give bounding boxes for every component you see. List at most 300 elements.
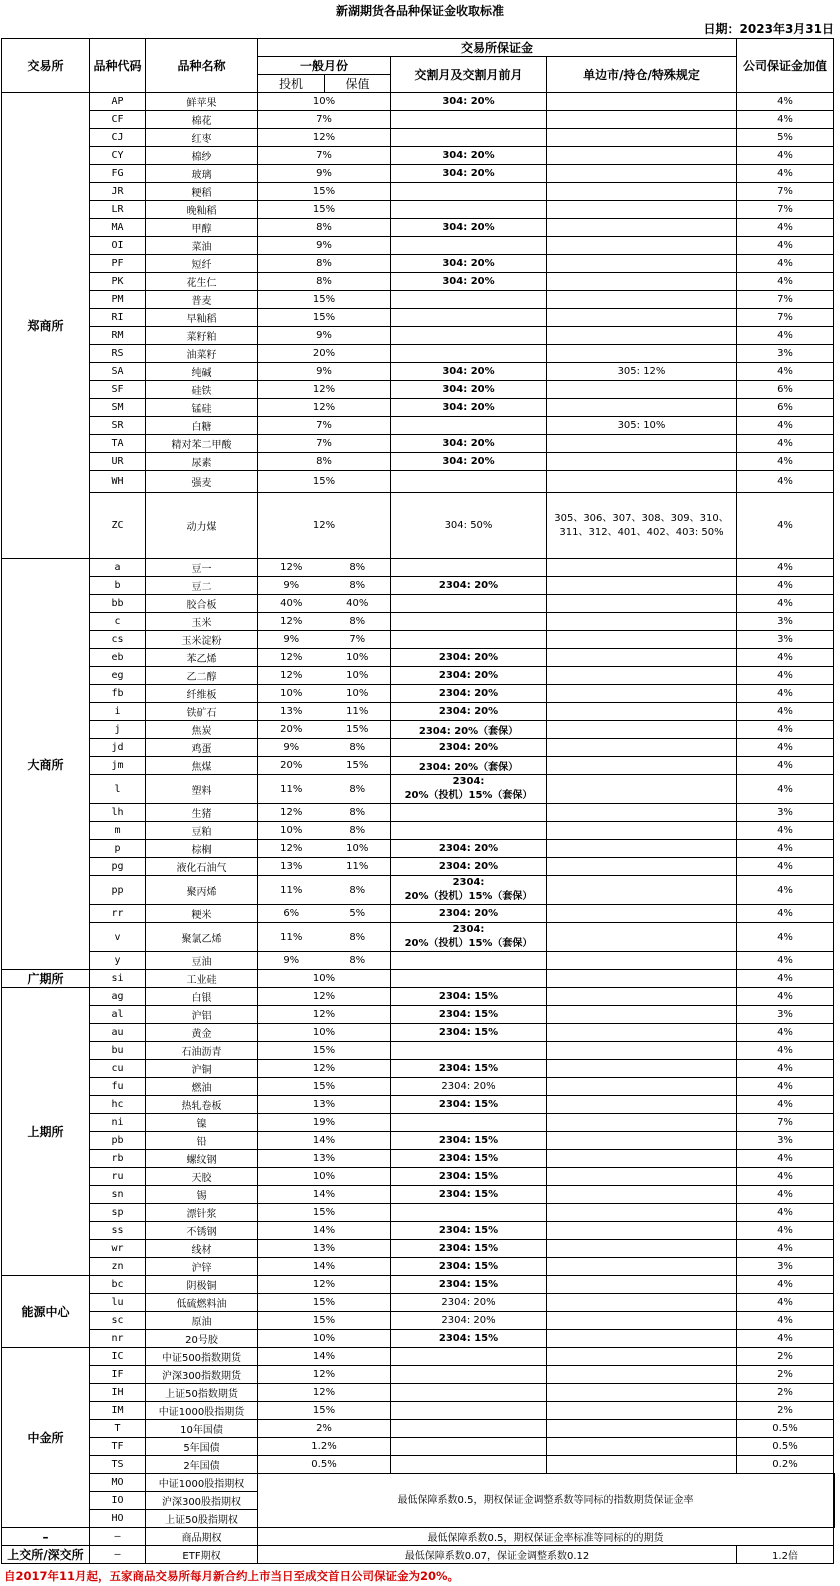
general-margin: 10% (258, 1024, 391, 1042)
exchange-name: 上期所 (2, 988, 90, 1276)
delivery-margin (391, 417, 547, 435)
delivery-margin: 2304: 15% (391, 1150, 547, 1168)
product-code: a (90, 559, 146, 577)
delivery-margin: 2304: 15% (391, 1330, 547, 1348)
company-margin: 4% (737, 1024, 834, 1042)
special-margin (547, 381, 737, 399)
table-row (2, 1348, 835, 1366)
product-name: 菜籽粕 (146, 327, 258, 345)
company-margin: 4% (737, 327, 834, 345)
product-code: CF (90, 111, 146, 129)
company-margin: 2% (737, 1348, 834, 1366)
product-code: RI (90, 309, 146, 327)
product-name: 鲜苹果 (146, 93, 258, 111)
general-margin: 14% (258, 1258, 391, 1276)
special-margin (547, 1276, 737, 1294)
table-row (2, 667, 835, 685)
product-name: 豆一 (146, 559, 258, 577)
product-code: JR (90, 183, 146, 201)
special-margin (547, 667, 737, 685)
delivery-margin: 304: 20% (391, 219, 547, 237)
general-margin: 13% (258, 1240, 391, 1258)
special-margin (547, 1132, 737, 1150)
table-row (2, 1384, 835, 1402)
product-name: 商品期权 (146, 1528, 258, 1546)
product-name: 尿素 (146, 453, 258, 471)
product-name: 液化石油气 (146, 858, 258, 876)
product-code: IH (90, 1384, 146, 1402)
product-name: 中证1000股指期权 (146, 1474, 258, 1492)
product-name: 燃油 (146, 1078, 258, 1096)
delivery-margin (391, 471, 547, 493)
product-code: au (90, 1024, 146, 1042)
product-code: al (90, 1006, 146, 1024)
product-code: j (90, 721, 146, 739)
delivery-margin: 304: 20% (391, 363, 547, 381)
company-margin: 4% (737, 1276, 834, 1294)
table-row (2, 165, 835, 183)
speculation-margin: 20% (258, 757, 325, 775)
delivery-margin: 2304: 15% (391, 1276, 547, 1294)
delivery-margin (391, 822, 547, 840)
company-margin: 7% (737, 1114, 834, 1132)
product-name: 玻璃 (146, 165, 258, 183)
exchange-name: 广期所 (2, 970, 90, 988)
company-margin: 1.2倍 (737, 1546, 834, 1564)
special-margin (547, 165, 737, 183)
special-margin (547, 1258, 737, 1276)
product-name: 2年国债 (146, 1456, 258, 1474)
speculation-margin: 9% (258, 631, 325, 649)
special-margin (547, 613, 737, 631)
company-margin: 4% (737, 858, 834, 876)
product-name: 沪深300指数期货 (146, 1366, 258, 1384)
product-name: 石油沥青 (146, 1042, 258, 1060)
table-row (2, 685, 835, 703)
product-code: v (90, 923, 146, 952)
table-row (2, 1006, 835, 1024)
product-name: 阴极铜 (146, 1276, 258, 1294)
special-margin (547, 685, 737, 703)
table-row (2, 381, 835, 399)
general-margin: 15% (258, 291, 391, 309)
hedge-margin: 10% (325, 667, 391, 685)
table-row (2, 988, 835, 1006)
product-name: 胶合板 (146, 595, 258, 613)
table-row (2, 93, 835, 111)
special-margin (547, 327, 737, 345)
special-margin (547, 291, 737, 309)
product-code: pp (90, 876, 146, 905)
product-code: fu (90, 1078, 146, 1096)
company-margin: 4% (737, 577, 834, 595)
special-margin (547, 577, 737, 595)
product-name: 红枣 (146, 129, 258, 147)
product-name: 棕榈 (146, 840, 258, 858)
product-code: CY (90, 147, 146, 165)
header-company-margin: 公司保证金加值 (737, 39, 834, 93)
delivery-margin: 2304: 20% (391, 649, 547, 667)
product-code: HO (90, 1510, 146, 1528)
table-row (2, 399, 835, 417)
special-margin (547, 804, 737, 822)
delivery-margin: 2304: 20% (391, 739, 547, 757)
table-row (2, 1186, 835, 1204)
delivery-margin (391, 111, 547, 129)
product-code: IO (90, 1492, 146, 1510)
speculation-margin: 10% (258, 822, 325, 840)
product-name: 硅铁 (146, 381, 258, 399)
general-margin: 9% (258, 363, 391, 381)
product-code: LR (90, 201, 146, 219)
table-row (2, 559, 835, 577)
table-row (2, 858, 835, 876)
product-name: 中证500指数期货 (146, 1348, 258, 1366)
delivery-margin: 304: 20% (391, 381, 547, 399)
product-code: IF (90, 1366, 146, 1384)
product-name: 生猪 (146, 804, 258, 822)
table-row (2, 1474, 835, 1492)
product-name: 棉花 (146, 111, 258, 129)
product-name: 天胶 (146, 1168, 258, 1186)
company-margin: 0.5% (737, 1438, 834, 1456)
product-code: p (90, 840, 146, 858)
hedge-margin: 10% (325, 840, 391, 858)
product-name: 粳稻 (146, 183, 258, 201)
general-margin: 15% (258, 1042, 391, 1060)
general-margin: 15% (258, 1312, 391, 1330)
table-row (2, 739, 835, 757)
general-margin: 15% (258, 1078, 391, 1096)
report-date: 日期：2023年3月31日 (703, 22, 834, 36)
delivery-margin (391, 1402, 547, 1420)
special-margin (547, 1402, 737, 1420)
company-margin: 4% (737, 559, 834, 577)
company-margin: 7% (737, 291, 834, 309)
company-margin (834, 1510, 835, 1528)
company-margin: 0.2% (737, 1456, 834, 1474)
delivery-margin: 304: 20% (391, 147, 547, 165)
general-margin: 1.2% (258, 1438, 391, 1456)
table-row (2, 183, 835, 201)
general-margin: 14% (258, 1186, 391, 1204)
header-delivery-month: 交割月及交割月前月 (391, 57, 547, 93)
product-code: lu (90, 1294, 146, 1312)
company-margin: 4% (737, 493, 834, 559)
product-name: 铁矿石 (146, 703, 258, 721)
company-margin: 3% (737, 345, 834, 363)
hedge-margin: 11% (325, 703, 391, 721)
hedge-margin: 11% (325, 858, 391, 876)
delivery-margin (391, 291, 547, 309)
special-margin (547, 952, 737, 970)
general-margin: 19% (258, 1114, 391, 1132)
product-code: ni (90, 1114, 146, 1132)
company-margin: 4% (737, 1294, 834, 1312)
hedge-margin: 8% (325, 876, 391, 905)
product-name: 线材 (146, 1240, 258, 1258)
product-name: 镍 (146, 1114, 258, 1132)
product-name: 甲醇 (146, 219, 258, 237)
hedge-margin: 8% (325, 775, 391, 804)
product-code: eg (90, 667, 146, 685)
margin-table (1, 38, 835, 1564)
table-row (2, 273, 835, 291)
company-margin: 3% (737, 1258, 834, 1276)
product-name: 焦煤 (146, 757, 258, 775)
delivery-margin: 2304: 15% (391, 1186, 547, 1204)
table-row (2, 1294, 835, 1312)
product-code: bu (90, 1042, 146, 1060)
table-row (2, 1222, 835, 1240)
general-margin: 9% (258, 165, 391, 183)
company-margin: 6% (737, 399, 834, 417)
table-row (2, 219, 835, 237)
table-row (2, 876, 835, 905)
product-name: 低硫燃料油 (146, 1294, 258, 1312)
product-name: 上证50指数期货 (146, 1384, 258, 1402)
special-margin (547, 201, 737, 219)
delivery-margin (391, 559, 547, 577)
hedge-margin: 8% (325, 923, 391, 952)
product-code: cu (90, 1060, 146, 1078)
product-name: 白糖 (146, 417, 258, 435)
header-exchange: 交易所 (2, 39, 90, 93)
table-row (2, 649, 835, 667)
delivery-margin (391, 129, 547, 147)
general-margin: 8% (258, 255, 391, 273)
product-name: 豆粕 (146, 822, 258, 840)
speculation-margin: 6% (258, 905, 325, 923)
general-margin: 15% (258, 201, 391, 219)
general-margin: 12% (258, 399, 391, 417)
general-margin: 12% (258, 1060, 391, 1078)
delivery-margin (391, 201, 547, 219)
general-margin: 15% (258, 471, 391, 493)
delivery-margin (391, 1204, 547, 1222)
product-code: wr (90, 1240, 146, 1258)
delivery-margin: 2304: 20%（套保） (391, 757, 547, 775)
hedge-margin: 15% (325, 721, 391, 739)
company-margin: 4% (737, 721, 834, 739)
general-margin: 7% (258, 417, 391, 435)
company-margin: 4% (737, 876, 834, 905)
product-name: 短纤 (146, 255, 258, 273)
header-hedge: 保值 (325, 75, 391, 93)
speculation-margin: 13% (258, 858, 325, 876)
delivery-margin: 304: 50% (391, 493, 547, 559)
company-margin: 5% (737, 129, 834, 147)
table-row (2, 129, 835, 147)
special-margin (547, 1438, 737, 1456)
product-code: SF (90, 381, 146, 399)
special-margin (547, 1384, 737, 1402)
general-margin: 10% (258, 1168, 391, 1186)
special-margin (547, 1114, 737, 1132)
table-row (2, 237, 835, 255)
product-name: 原油 (146, 1312, 258, 1330)
delivery-margin (391, 613, 547, 631)
special-margin: 305: 12% (547, 363, 737, 381)
table-row (2, 111, 835, 129)
special-margin (547, 1096, 737, 1114)
special-margin (547, 1366, 737, 1384)
general-margin: 12% (258, 129, 391, 147)
table-row (2, 1078, 835, 1096)
product-code: OI (90, 237, 146, 255)
company-margin: 4% (737, 988, 834, 1006)
product-name: 玉米淀粉 (146, 631, 258, 649)
company-margin: 4% (737, 1222, 834, 1240)
special-margin (547, 595, 737, 613)
table-row (2, 417, 835, 435)
table-row (2, 435, 835, 453)
exchange-name: 郑商所 (2, 93, 90, 559)
product-name: 花生仁 (146, 273, 258, 291)
special-margin (547, 237, 737, 255)
general-margin: 7% (258, 435, 391, 453)
special-margin (547, 273, 737, 291)
delivery-margin: 2304: 20% (391, 905, 547, 923)
delivery-margin: 304: 20% (391, 273, 547, 291)
general-margin: 12% (258, 1384, 391, 1402)
special-margin (547, 988, 737, 1006)
product-name: 螺纹钢 (146, 1150, 258, 1168)
company-margin: 4% (737, 1186, 834, 1204)
table-row (2, 595, 835, 613)
special-margin (547, 345, 737, 363)
special-margin (547, 1150, 737, 1168)
special-margin (547, 1186, 737, 1204)
delivery-margin (391, 1384, 547, 1402)
special-margin (547, 1168, 737, 1186)
product-name: 锡 (146, 1186, 258, 1204)
company-margin: 4% (737, 219, 834, 237)
speculation-margin: 12% (258, 649, 325, 667)
special-margin (547, 147, 737, 165)
product-code: y (90, 952, 146, 970)
special-margin (547, 905, 737, 923)
product-name: 热轧卷板 (146, 1096, 258, 1114)
delivery-margin: 2304: 20% (391, 685, 547, 703)
table-row (2, 201, 835, 219)
company-margin: 4% (737, 905, 834, 923)
special-margin (547, 775, 737, 804)
header-speculation: 投机 (258, 75, 325, 93)
product-name: 沪铜 (146, 1060, 258, 1078)
page-title: 新湖期货各品种保证金收取标准 (335, 4, 504, 18)
product-name: 玉米 (146, 613, 258, 631)
product-code: IM (90, 1402, 146, 1420)
delivery-margin (391, 804, 547, 822)
table-row (2, 1168, 835, 1186)
table-row (2, 1132, 835, 1150)
delivery-margin (391, 1420, 547, 1438)
general-margin: 15% (258, 183, 391, 201)
hedge-margin: 8% (325, 822, 391, 840)
product-name: 沪锌 (146, 1258, 258, 1276)
general-margin: 2% (258, 1420, 391, 1438)
product-name: 豆油 (146, 952, 258, 970)
table-row (2, 1204, 835, 1222)
table-row (2, 1060, 835, 1078)
speculation-margin: 12% (258, 840, 325, 858)
product-name: 沪深300股指期权 (146, 1492, 258, 1510)
company-margin: 3% (737, 631, 834, 649)
product-code: ZC (90, 493, 146, 559)
product-code: WH (90, 471, 146, 493)
delivery-margin (391, 631, 547, 649)
product-code: TF (90, 1438, 146, 1456)
product-code: MO (90, 1474, 146, 1492)
special-margin (547, 721, 737, 739)
company-margin: 6% (737, 381, 834, 399)
special-margin: 305、306、307、308、309、310、311、312、401、402、403: 50% (547, 493, 737, 559)
product-name: ETF期权 (146, 1546, 258, 1564)
company-margin (834, 1492, 835, 1510)
table-row (2, 1456, 835, 1474)
company-margin: 4% (737, 1204, 834, 1222)
company-margin: 4% (737, 649, 834, 667)
product-code: m (90, 822, 146, 840)
special-margin (547, 435, 737, 453)
company-margin: 3% (737, 1132, 834, 1150)
special-margin (547, 93, 737, 111)
delivery-margin (391, 183, 547, 201)
delivery-margin (391, 1114, 547, 1132)
speculation-margin: 12% (258, 804, 325, 822)
company-margin: 4% (737, 1312, 834, 1330)
company-margin: 4% (737, 237, 834, 255)
company-margin: 2% (737, 1366, 834, 1384)
special-margin (547, 923, 737, 952)
product-name: 动力煤 (146, 493, 258, 559)
product-name: 精对苯二甲酸 (146, 435, 258, 453)
product-code: SA (90, 363, 146, 381)
table-row (2, 1420, 835, 1438)
company-margin: 4% (737, 417, 834, 435)
product-code: jd (90, 739, 146, 757)
delivery-margin: 2304: 20%（投机）15%（套保） (391, 775, 547, 804)
delivery-margin: 304: 20% (391, 255, 547, 273)
speculation-margin: 40% (258, 595, 325, 613)
product-code: TA (90, 435, 146, 453)
speculation-margin: 12% (258, 559, 325, 577)
table-row (2, 363, 835, 381)
product-name: 塑料 (146, 775, 258, 804)
speculation-margin: 12% (258, 667, 325, 685)
table-row (2, 453, 835, 471)
product-name: 聚丙烯 (146, 876, 258, 905)
product-name: 不锈钢 (146, 1222, 258, 1240)
product-code: pg (90, 858, 146, 876)
delivery-margin: 2304: 20% (391, 703, 547, 721)
product-code: sn (90, 1186, 146, 1204)
delivery-margin: 2304: 20% (391, 667, 547, 685)
product-code: MA (90, 219, 146, 237)
product-code: l (90, 775, 146, 804)
company-margin: 4% (737, 1150, 834, 1168)
delivery-margin: 2304: 20% (391, 840, 547, 858)
table-row (2, 1366, 835, 1384)
delivery-margin: 2304: 15% (391, 1258, 547, 1276)
table-row (2, 822, 835, 840)
delivery-margin: 2304: 15% (391, 1006, 547, 1024)
product-code: UR (90, 453, 146, 471)
table-row (2, 840, 835, 858)
table-row (2, 1312, 835, 1330)
product-code: AP (90, 93, 146, 111)
